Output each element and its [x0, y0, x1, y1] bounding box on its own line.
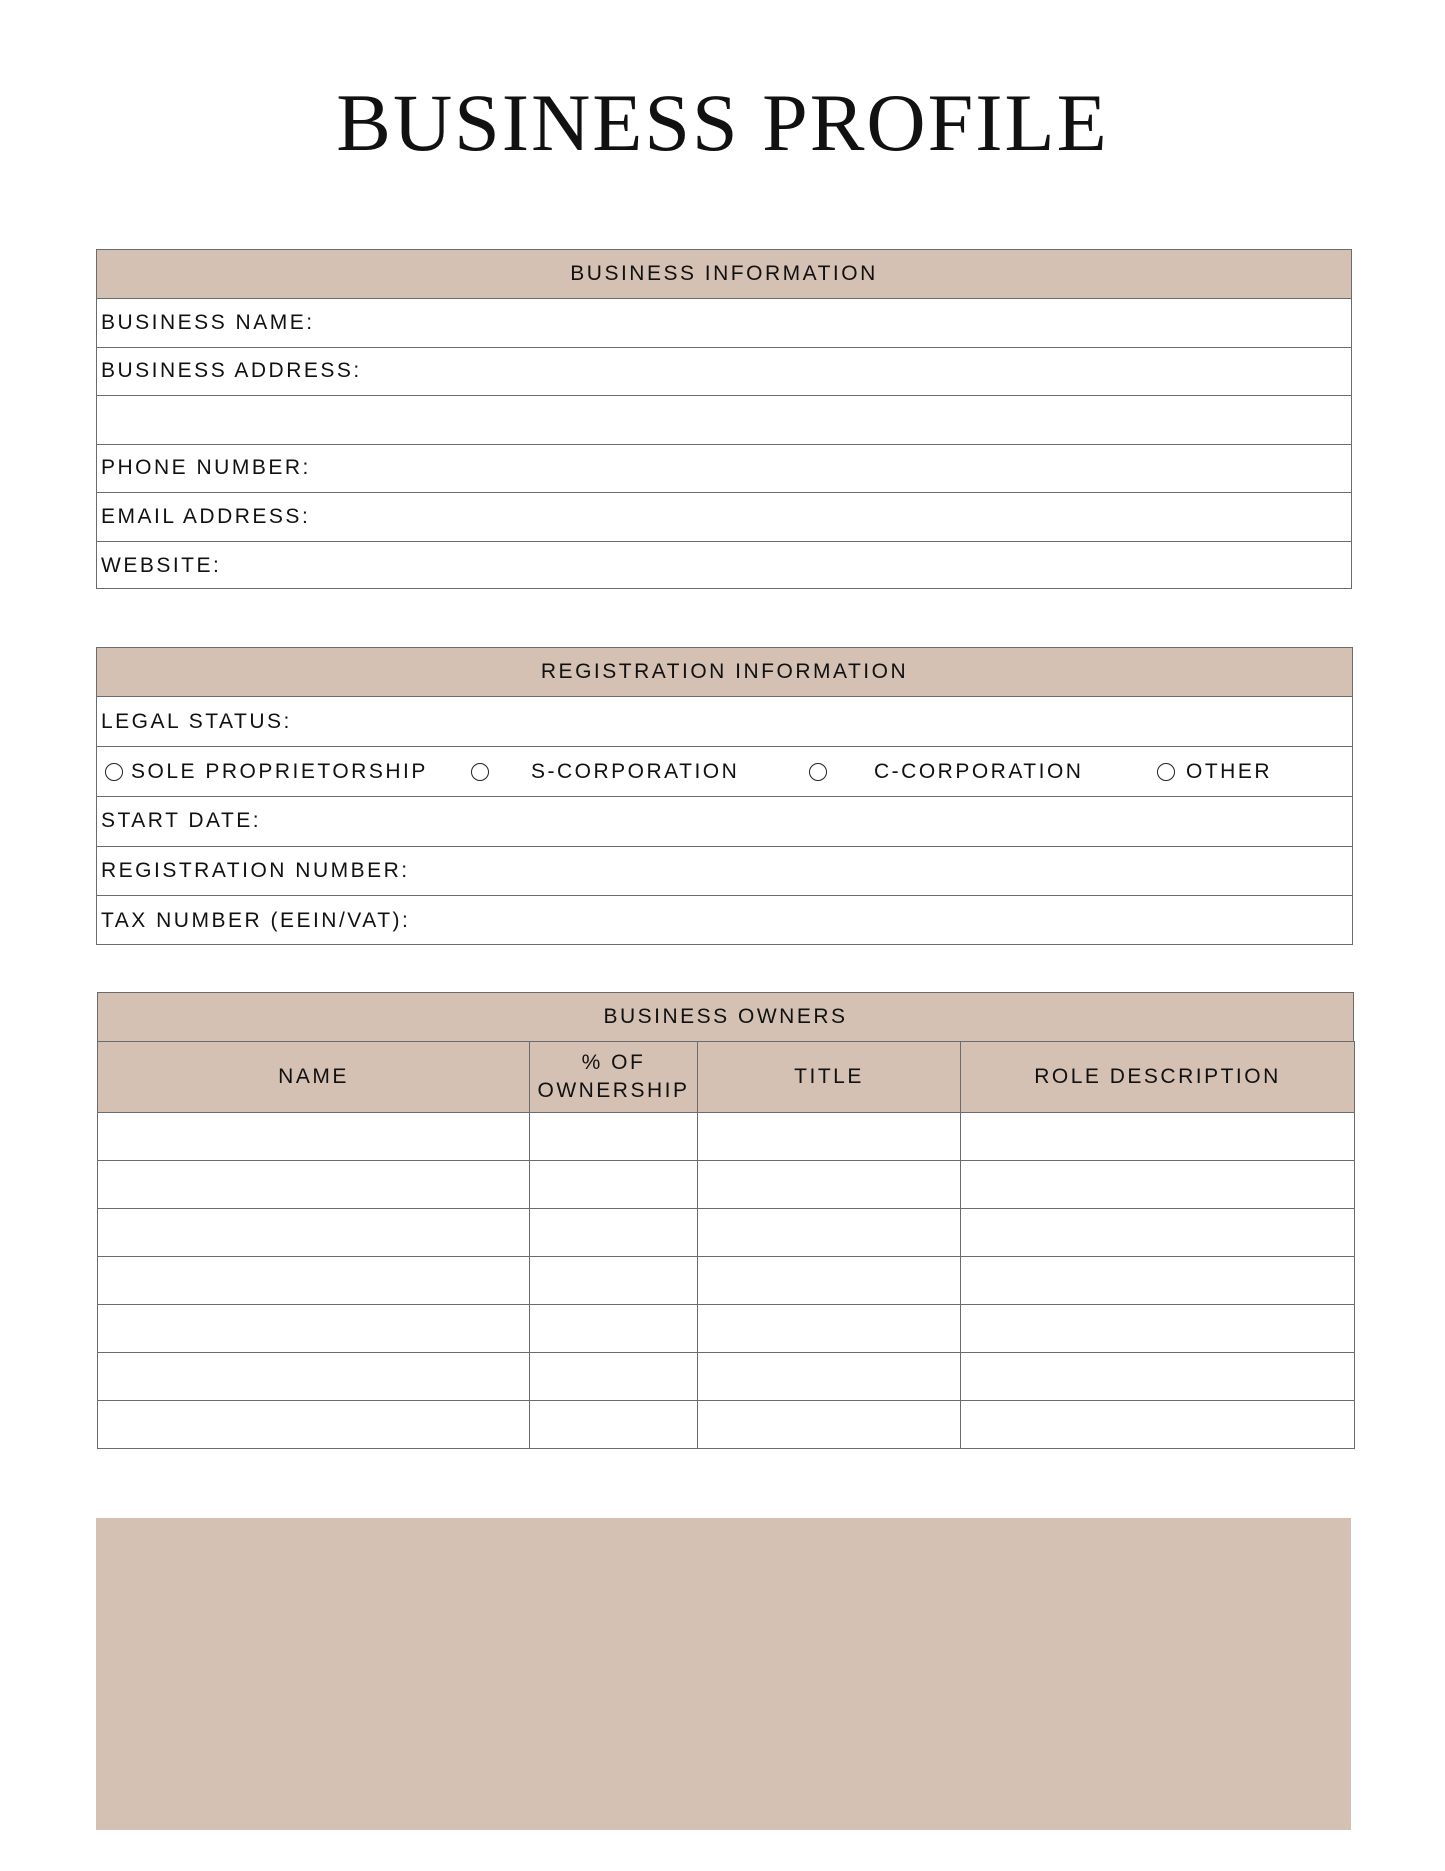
column-header-role-description: ROLE DESCRIPTION	[961, 1042, 1355, 1113]
business-info-field-row[interactable]	[97, 493, 1351, 542]
option-label: C-CORPORATION	[874, 759, 1084, 783]
business-info-field-row[interactable]	[97, 445, 1351, 494]
name-cell[interactable]	[98, 1209, 530, 1257]
name-cell[interactable]	[98, 1305, 530, 1353]
registration-information-section	[96, 647, 1353, 945]
ownership-cell[interactable]	[530, 1257, 698, 1305]
field-label: BUSINESS NAME:	[101, 310, 315, 334]
table-row	[98, 1353, 1355, 1401]
ownership-cell[interactable]	[530, 1401, 698, 1449]
business-owners-heading: BUSINESS OWNERS	[97, 992, 1354, 1041]
title-cell[interactable]	[698, 1209, 961, 1257]
field-label: START DATE:	[101, 809, 262, 833]
radio-icon[interactable]	[471, 763, 489, 781]
page-title: BUSINESS PROFILE	[336, 77, 1109, 168]
title-cell[interactable]	[698, 1401, 961, 1449]
registration-field-row[interactable]	[97, 797, 1352, 847]
registration-field-row[interactable]	[97, 847, 1352, 897]
role-description-cell[interactable]	[961, 1209, 1355, 1257]
name-cell[interactable]	[98, 1257, 530, 1305]
ownership-cell[interactable]	[530, 1209, 698, 1257]
ownership-cell[interactable]	[530, 1113, 698, 1161]
field-label: TAX NUMBER (EEIN/VAT):	[101, 908, 411, 932]
business-info-field-row[interactable]	[97, 299, 1351, 348]
field-label: WEBSITE:	[101, 553, 222, 577]
ownership-cell[interactable]	[530, 1353, 698, 1401]
option-label: OTHER	[1186, 759, 1272, 783]
role-description-cell[interactable]	[961, 1305, 1355, 1353]
title-cell[interactable]	[698, 1305, 961, 1353]
name-cell[interactable]	[98, 1161, 530, 1209]
name-cell[interactable]	[98, 1113, 530, 1161]
name-cell[interactable]	[98, 1401, 530, 1449]
table-row	[98, 1305, 1355, 1353]
table-row	[98, 1113, 1355, 1161]
table-row	[98, 1257, 1355, 1305]
option-other[interactable]	[1157, 747, 1272, 796]
business-info-field-row[interactable]	[97, 542, 1351, 591]
owners-table	[97, 1041, 1355, 1449]
field-label: REGISTRATION NUMBER:	[101, 858, 410, 882]
option-sole-proprietorship[interactable]	[105, 747, 428, 796]
business-information-section	[96, 249, 1352, 589]
ownership-cell[interactable]	[530, 1161, 698, 1209]
legal-status-label: LEGAL STATUS:	[101, 709, 292, 733]
title-cell[interactable]	[698, 1257, 961, 1305]
role-description-cell[interactable]	[961, 1113, 1355, 1161]
registration-field-row[interactable]	[97, 896, 1352, 946]
business-information-heading: BUSINESS INFORMATION	[97, 250, 1351, 299]
radio-icon[interactable]	[1157, 763, 1175, 781]
option-label: S-CORPORATION	[531, 759, 740, 783]
role-description-cell[interactable]	[961, 1161, 1355, 1209]
role-description-cell[interactable]	[961, 1257, 1355, 1305]
title-cell[interactable]	[698, 1113, 961, 1161]
column-header-title: TITLE	[698, 1042, 961, 1113]
business-info-field-row[interactable]	[97, 348, 1351, 397]
title-cell[interactable]	[698, 1161, 961, 1209]
radio-icon[interactable]	[809, 763, 827, 781]
column-header-name: NAME	[98, 1042, 530, 1113]
legal-status-row	[97, 697, 1352, 747]
legal-status-options	[97, 747, 1352, 797]
column-header-ownership: % OF OWNERSHIP	[530, 1042, 698, 1113]
table-row	[98, 1401, 1355, 1449]
business-info-field-row[interactable]	[97, 396, 1351, 445]
footer-color-block	[96, 1518, 1351, 1830]
field-label: PHONE NUMBER:	[101, 456, 311, 480]
option-c-corporation[interactable]	[809, 747, 1083, 796]
role-description-cell[interactable]	[961, 1401, 1355, 1449]
ownership-cell[interactable]	[530, 1305, 698, 1353]
field-label: BUSINESS ADDRESS:	[101, 359, 362, 383]
option-label: SOLE PROPRIETORSHIP	[131, 759, 428, 783]
business-owners-section	[97, 992, 1354, 1451]
radio-icon[interactable]	[105, 763, 123, 781]
option-s-corporation[interactable]	[471, 747, 739, 796]
role-description-cell[interactable]	[961, 1353, 1355, 1401]
registration-information-heading: REGISTRATION INFORMATION	[97, 648, 1352, 697]
table-row	[98, 1161, 1355, 1209]
title-cell[interactable]	[698, 1353, 961, 1401]
table-row	[98, 1209, 1355, 1257]
field-label: EMAIL ADDRESS:	[101, 504, 311, 528]
name-cell[interactable]	[98, 1353, 530, 1401]
